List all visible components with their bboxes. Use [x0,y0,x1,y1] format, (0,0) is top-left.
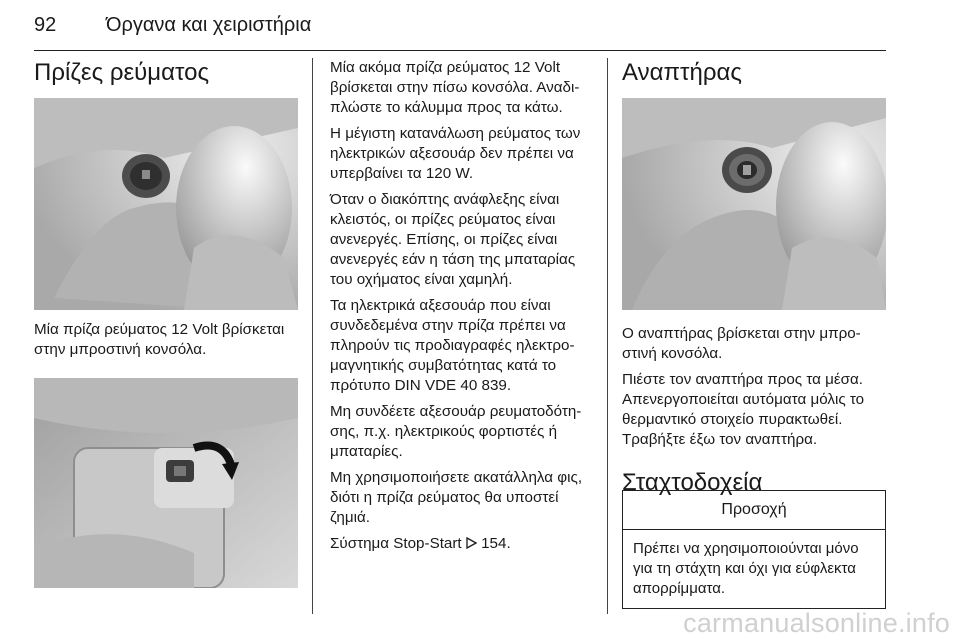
watermark: carmanualsonline.info [683,608,950,638]
page-number: 92 [34,14,57,36]
reference-page: 154. [481,535,511,552]
caution-text: Πρέπει να χρησιμοποιούνται μόνο για τη στάχτη και όχι για εύφλεκτα απορρίμματα. [633,540,859,597]
chapter-title: Όργανα και χειριστήρια [106,14,312,36]
left-column [34,58,300,588]
paragraph-emc: Τα ηλεκτρικά αξεσουάρ που είναι συνδεδεμένα στην πρίζα πρέπει να πληρούν τις προδιαγραφές ηλεκτρο-μαγνητικής συμβατότητας κατά το πρότυπο DIN VDE 40 839. [330,297,575,394]
column-divider-2 [607,58,608,614]
reference-arrow-icon [466,535,481,552]
rear-outlet-photo [34,378,298,588]
section-heading-ashtrays: Σταχτοδοχεία [622,469,763,496]
paragraph-lighter-location: Ο αναπτήρας βρίσκεται στην μπρο-στινή κονσόλα. [622,325,861,362]
middle-column [330,58,596,554]
paragraph-max-power: Η μέγιστη κατανάλωση ρεύματος των ηλεκτρικών αξεσουάρ δεν πρέπει να υπερβαίνει τα 120 W. [330,125,581,182]
paragraph-unsuitable-plugs: Μη χρησιμοποιήσετε ακατάλληλα φις, διότι η πρίζα ρεύματος θα υποστεί ζημιά. [330,469,583,526]
section-heading-cigarette-lighter: Αναπτήρας [622,59,742,86]
reference-text: Σύστημα Stop-Start [330,535,462,552]
column-divider-1 [312,58,313,614]
stop-start-reference [330,534,596,554]
front-outlet-caption: Μία πρίζα ρεύματος 12 Volt βρίσκεται στην μπροστινή κονσόλα. [34,321,285,358]
right-column [622,58,886,498]
front-outlet-photo [34,98,298,310]
caution-notice [622,490,886,609]
lighter-photo [622,98,886,310]
paragraph-no-charging: Μη συνδέετε αξεσουάρ ρευματοδότη-σης, π.χ. ηλεκτρικούς φορτιστές ή μπαταρίες. [330,403,582,460]
paragraph-ignition: Όταν ο διακόπτης ανάφλεξης είναι κλειστός, οι πρίζες ρεύματος είναι ανενεργές. Επίσης, οι πρίζες είναι ανενεργές εάν η τάση της μπαταρίας του οχήματος είναι χαμηλή. [330,191,576,288]
section-heading-power-outlets: Πρίζες ρεύματος [34,59,210,86]
page-header [34,14,886,51]
paragraph-lighter-use: Πιέστε τον αναπτήρα προς τα μέσα. Απενεργοποιείται αυτόματα μόλις το θερμαντικό στοιχείο πυρακτωθεί. Τραβήξτε έξω τον αναπτήρα. [622,371,865,448]
paragraph-rear-outlet: Μία ακόμα πρίζα ρεύματος 12 Volt βρίσκεται στην πίσω κονσόλα. Αναδι-πλώστε το κάλυμμα προς τα κάτω. [330,59,580,116]
caution-title: Προσοχή [623,491,885,530]
